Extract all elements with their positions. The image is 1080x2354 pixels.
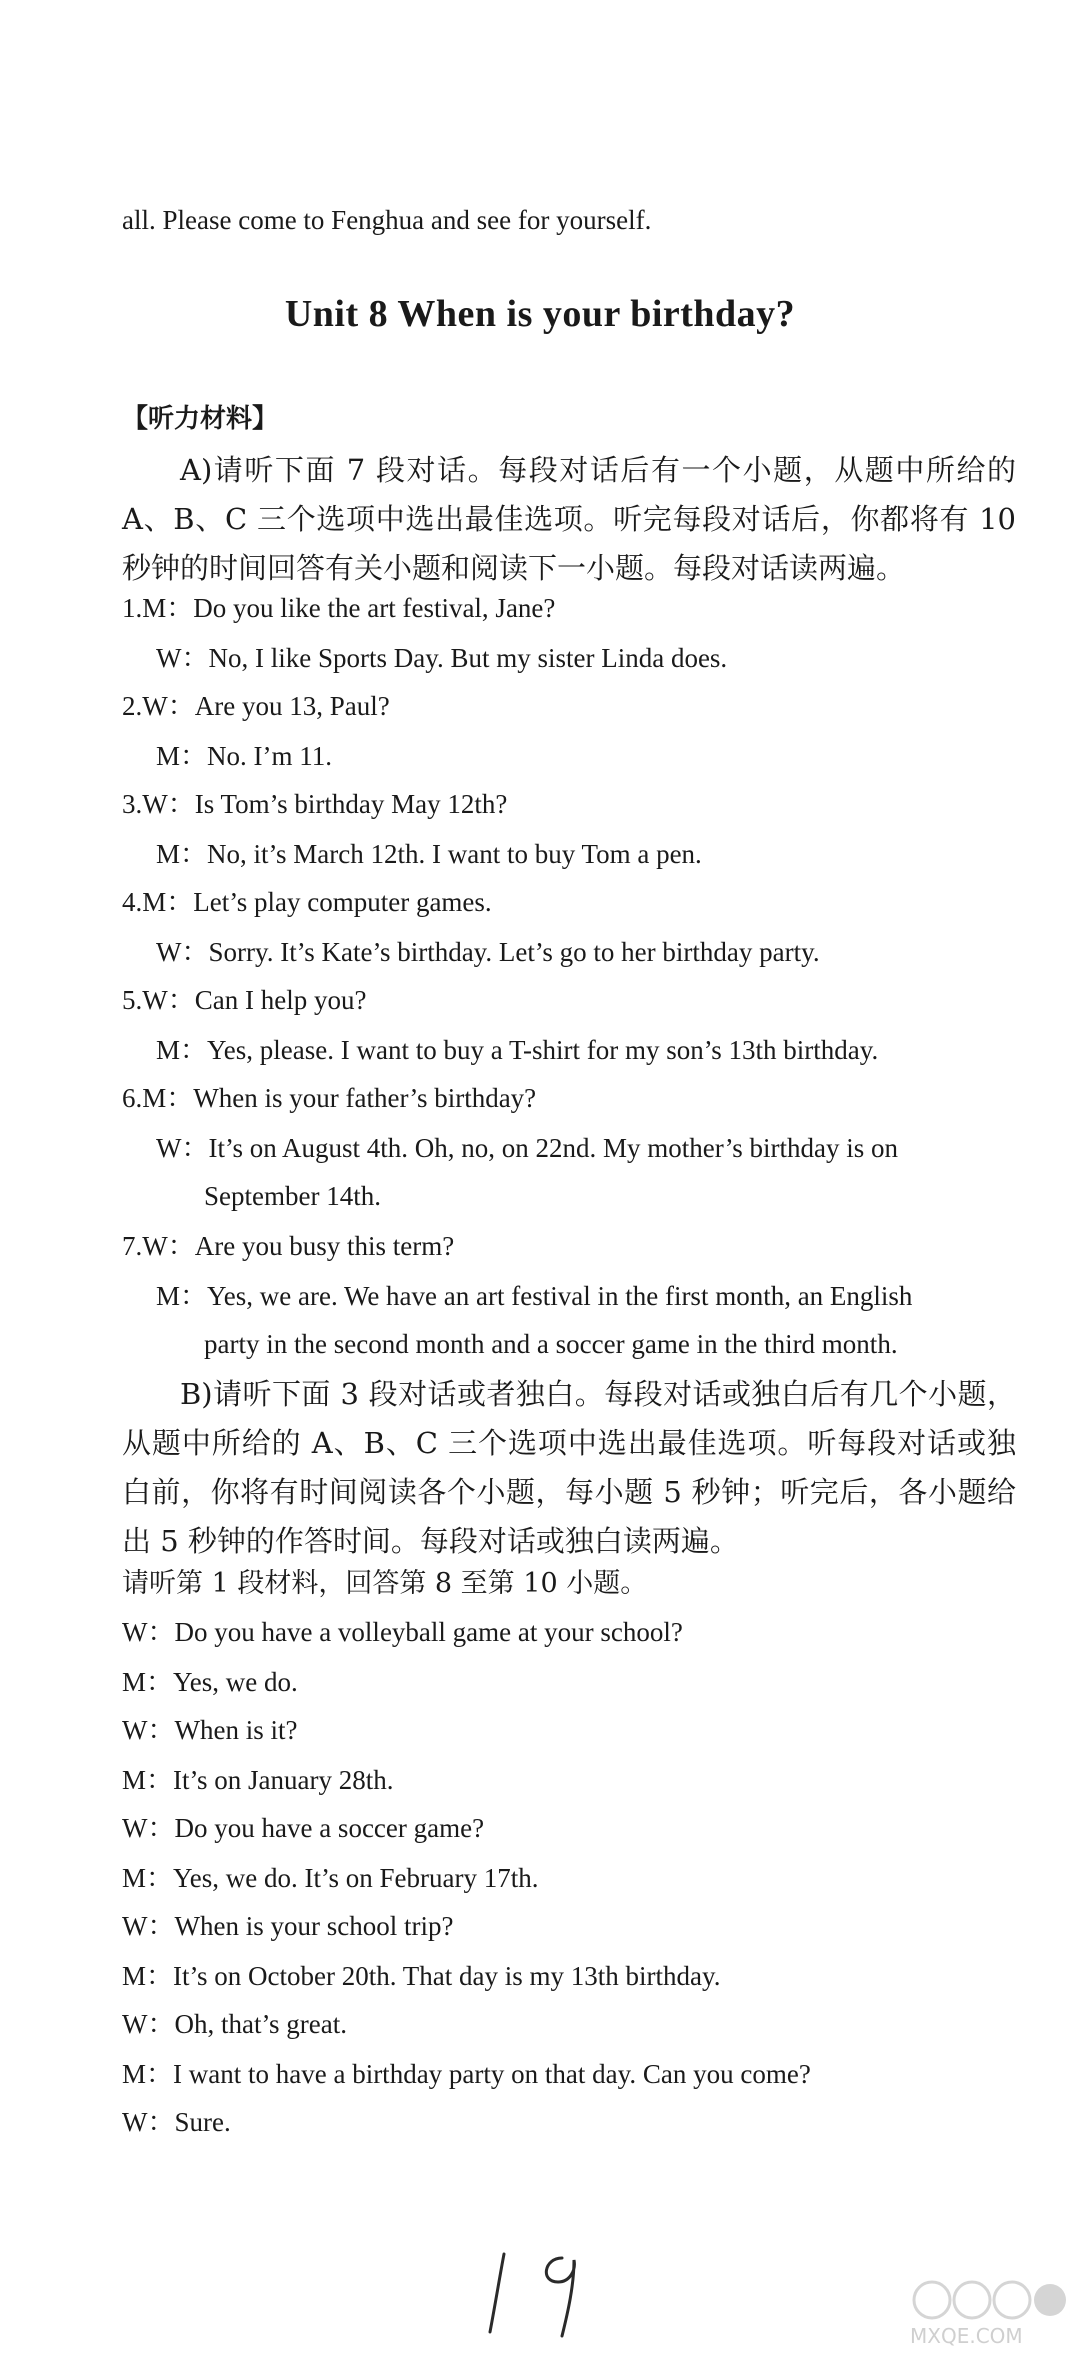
dialogue-text: Yes, please. I want to buy a T-shirt for my son’s 13th birthday.	[207, 1035, 879, 1065]
unit-heading: Unit 8 When is your birthday?	[284, 293, 796, 335]
dialogue-text: It’s on October 20th. That day is my 13th birthday.	[173, 1961, 721, 1991]
dialogue-text: When is it?	[174, 1715, 298, 1745]
speaker-label: W：	[142, 691, 195, 721]
dialogue-text: Sure.	[174, 2107, 231, 2137]
speaker-label: M：	[142, 593, 194, 623]
dialogue-text: Sorry. It’s Kate’s birthday. Let’s go to her birthday party.	[208, 937, 820, 967]
dialogue-b1-line-9	[122, 2006, 347, 2042]
speaker-label: M：	[156, 839, 208, 869]
dialogue-b1-line-11	[122, 2104, 231, 2140]
speaker-label: M：	[156, 1281, 208, 1311]
speaker-label: W：	[156, 937, 209, 967]
speaker-label: M：	[122, 2059, 174, 2089]
dialogue-b1-line-3	[122, 1712, 297, 1748]
speaker-label: M：	[122, 1667, 174, 1697]
speaker-label: W：	[122, 1813, 175, 1843]
watermark-icon	[910, 2278, 1070, 2322]
speaker-label: M：	[142, 1083, 194, 1113]
dialogue-7-line-1	[122, 1228, 454, 1264]
dialogue-text: When is your school trip?	[174, 1911, 454, 1941]
dialogue-text: Let’s play computer games.	[193, 887, 492, 917]
speaker-label: M：	[156, 741, 208, 771]
dialogue-b1-line-1	[122, 1614, 683, 1650]
dialogue-text: No, it’s March 12th. I want to buy Tom a pen.	[207, 839, 702, 869]
question-number: 4.	[122, 887, 143, 917]
dialogue-5-line-2	[156, 1032, 878, 1068]
speaker-label: W：	[142, 1231, 195, 1261]
dialogue-4-line-1	[122, 884, 492, 920]
section-label: 【听力材料】	[122, 404, 279, 434]
speaker-label: W：	[142, 789, 195, 819]
dialogue-6-line-3: September 14th.	[204, 1181, 381, 1211]
dialogue-6-line-1	[122, 1080, 536, 1116]
dialogue-text: It’s on January 28th.	[173, 1765, 394, 1795]
speaker-label: W：	[156, 643, 209, 673]
dialogue-text: Do you have a volleyball game at your school?	[174, 1617, 683, 1647]
question-number: 1.	[122, 593, 143, 623]
dialogue-1-line-1	[122, 590, 555, 626]
speaker-label: M：	[122, 1961, 174, 1991]
dialogue-b1-line-10	[122, 2056, 811, 2092]
speaker-label: W：	[142, 985, 195, 1015]
dialogue-b1-line-4	[122, 1762, 394, 1798]
speaker-label: M：	[122, 1765, 174, 1795]
dialogue-text: Yes, we are. We have an art festival in the first month, an English	[207, 1281, 913, 1311]
dialogue-1-line-2	[156, 640, 727, 676]
part-b-section-1-label: 请听第 1 段材料，回答第 8 至第 10 小题。	[122, 1568, 648, 1599]
dialogue-b1-line-5	[122, 1810, 484, 1846]
dialogue-6-line-2	[156, 1130, 898, 1166]
part-a-instructions: A)请听下面 7 段对话。每段对话后有一个小题，从题中所给的 A、B、C 三个选项中选出最佳选项。听完每段对话后，你都将有 10 秒钟的时间回答有关小题和阅读下一小题。每段对话读两遍。	[122, 453, 1016, 585]
question-number: 6.	[122, 1083, 143, 1113]
dialogue-text: Yes, we do. It’s on February 17th.	[173, 1863, 539, 1893]
speaker-label: W：	[156, 1133, 209, 1163]
dialogue-text: Yes, we do.	[173, 1667, 298, 1697]
speaker-label: W：	[122, 1617, 175, 1647]
dialogue-4-line-2	[156, 934, 820, 970]
dialogue-2-line-2	[156, 738, 332, 774]
question-number: 5.	[122, 985, 143, 1015]
dialogue-text: Are you busy this term?	[194, 1231, 455, 1261]
intro-line: all. Please come to Fenghua and see for yourself.	[122, 205, 652, 235]
handwritten-page-number	[470, 2240, 610, 2340]
dialogue-b1-line-7	[122, 1908, 453, 1944]
speaker-label: M：	[142, 887, 194, 917]
dialogue-7-line-3: party in the second month and a soccer game in the third month.	[204, 1329, 898, 1359]
speaker-label: W：	[122, 2107, 175, 2137]
speaker-label: W：	[122, 2009, 175, 2039]
dialogue-text: No, I like Sports Day. But my sister Linda does.	[208, 643, 728, 673]
dialogue-text: Oh, that’s great.	[174, 2009, 347, 2039]
dialogue-text: It’s on August 4th. Oh, no, on 22nd. My mother’s birthday is on	[208, 1133, 898, 1163]
dialogue-3-line-1	[122, 786, 507, 822]
dialogue-2-line-1	[122, 688, 390, 724]
question-number: 2.	[122, 691, 143, 721]
dialogue-7-line-2	[156, 1278, 912, 1314]
part-b-instructions: B)请听下面 3 段对话或者独白。每段对话或独白后有几个小题，从题中所给的 A、B、C 三个选项中选出最佳选项。听每段对话或独白前，你将有时间阅读各个小题，每小题 5 秒钟；听完后，各小题给出 5 秒钟的作答时间。每段对话或独白读两遍。	[122, 1377, 1016, 1558]
dialogue-text: Are you 13, Paul?	[194, 691, 390, 721]
speaker-label: M：	[122, 1863, 174, 1893]
dialogue-3-line-2	[156, 836, 702, 872]
dialogue-b1-line-2	[122, 1664, 298, 1700]
watermark-text: MXQE.COM	[910, 2324, 1023, 2348]
dialogue-text: Is Tom’s birthday May 12th?	[194, 789, 508, 819]
dialogue-b1-line-6	[122, 1860, 539, 1896]
question-number: 3.	[122, 789, 143, 819]
dialogue-5-line-1	[122, 982, 366, 1018]
question-number: 7.	[122, 1231, 143, 1261]
dialogue-text: Do you have a soccer game?	[174, 1813, 485, 1843]
dialogue-text: When is your father’s birthday?	[193, 1083, 537, 1113]
watermark-logo	[910, 2278, 1070, 2348]
dialogue-text: Do you like the art festival, Jane?	[193, 593, 556, 623]
dialogue-text: No. I’m 11.	[207, 741, 332, 771]
dialogue-b1-line-8	[122, 1958, 720, 1994]
dialogue-text: Can I help you?	[194, 985, 367, 1015]
dialogue-text: I want to have a birthday party on that day. Can you come?	[173, 2059, 811, 2089]
speaker-label: M：	[156, 1035, 208, 1065]
speaker-label: W：	[122, 1911, 175, 1941]
speaker-label: W：	[122, 1715, 175, 1745]
